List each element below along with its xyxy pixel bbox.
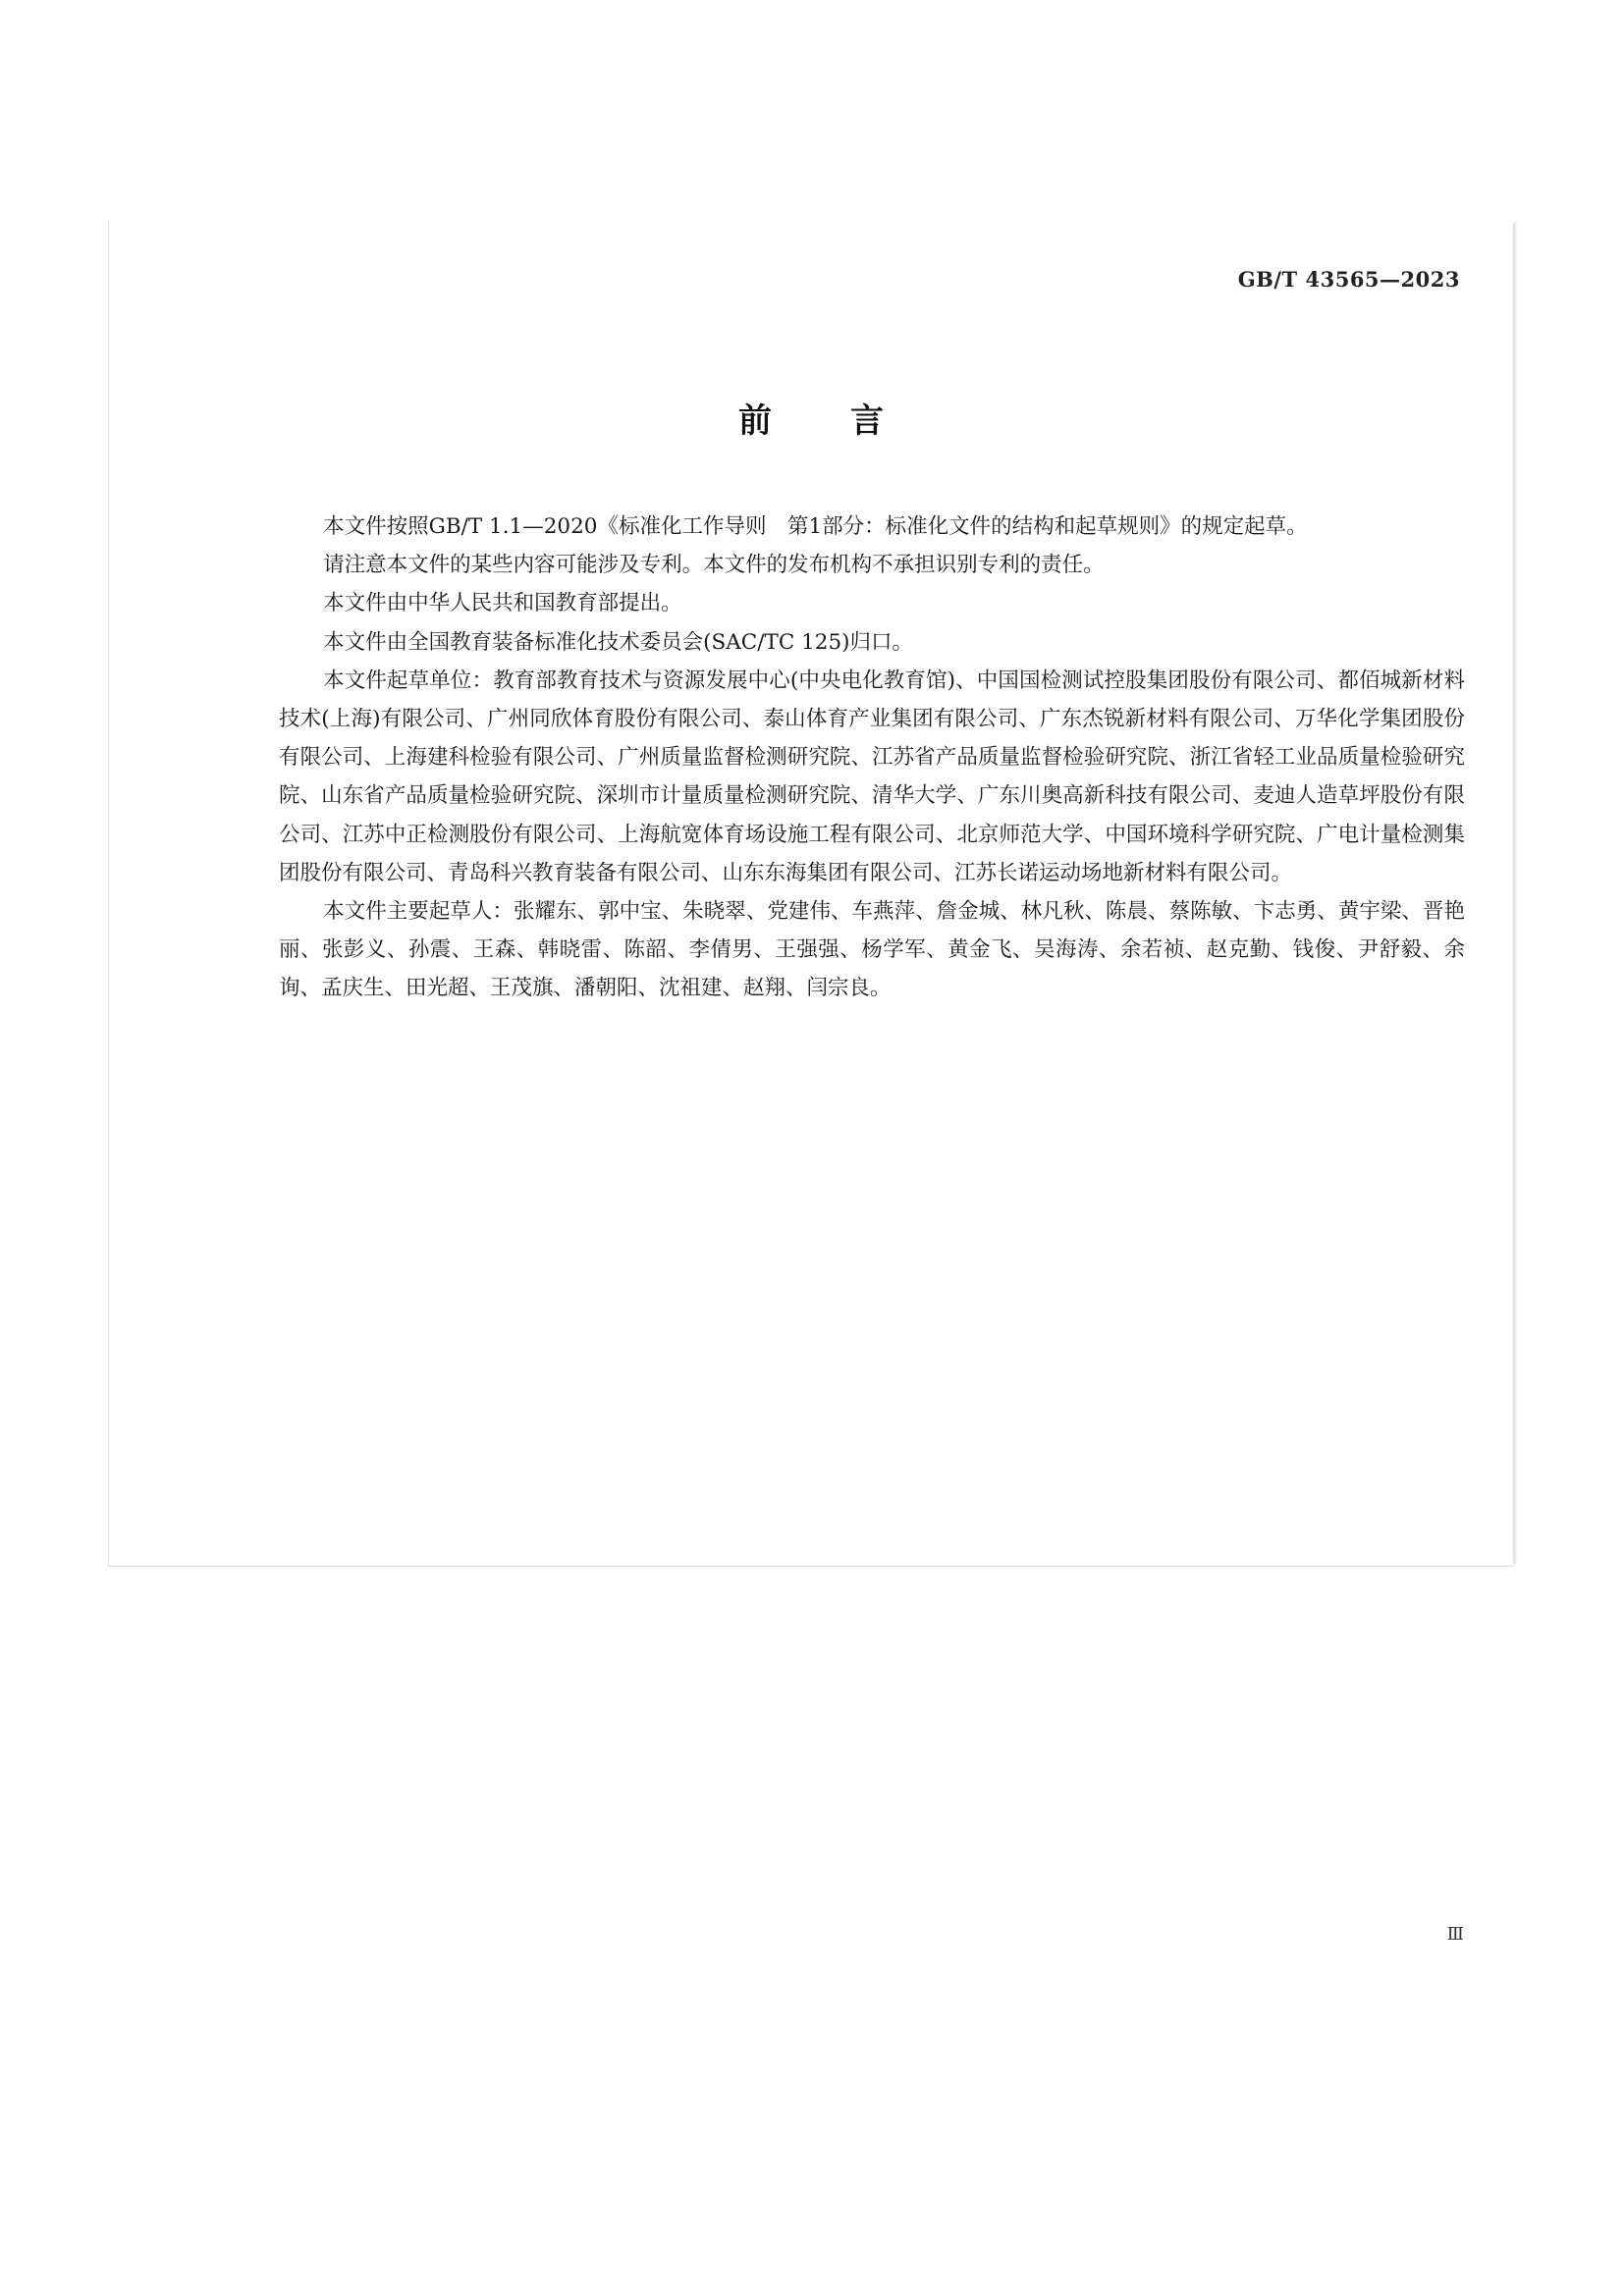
page-number: Ⅲ [1446,1924,1464,1945]
page-title: 前言 [738,401,962,441]
paragraph-drafting-units: 本文件起草单位：教育部教育技术与资源发展中心(中央电化教育馆)、中国国检测试控股集团股份有限公司、都佰城新材料技术(上海)有限公司、广州同欣体育股份有限公司、泰山体育产业集团有限公司、广东杰锐新材料有限公司、万华化学集团股份有限公司、上海建科检验有限公司、广州质量监督检测研究院、江苏省产品质量监督检验研究院、浙江省轻工业品质量检验研究院、山东省产品质量检验研究院、深圳市计量质量检测研究院、清华大学、广东川奥高新科技有限公司、麦迪人造草坪股份有限公司、江苏中正检测股份有限公司、上海航宽体育场设施工程有限公司、北京师范大学、中国环境科学研究院、广电计量检测集团股份有限公司、青岛科兴教育装备有限公司、山东东海集团有限公司、江苏长诺运动场地新材料有限公司。 [279,667,1465,885]
paragraph-proposer: 本文件由中华人民共和国教育部提出。 [323,591,682,616]
foreword-body [279,507,1465,1008]
standard-code: GB/T 43565—2023 [1237,267,1460,292]
document-page [108,221,1513,1945]
paragraph-committee: 本文件由全国教育装备标准化技术委员会(SAC/TC 125)归口。 [323,629,914,655]
paragraph-patent-notice: 请注意本文件的某些内容可能涉及专利。本文件的发布机构不承担识别专利的责任。 [323,553,1105,578]
paragraph-drafting-rules: 本文件按照GB/T 1.1—2020《标准化工作导则 第1部分：标准化文件的结构和起草规则》的规定起草。 [323,514,1308,539]
paragraph-drafters: 本文件主要起草人：张耀东、郭中宝、朱晓翠、党建伟、车燕萍、詹金城、林凡秋、陈晨、蔡陈敏、卞志勇、黄宇梁、晋艳丽、张彭义、孙震、王森、韩晓雷、陈韶、李倩男、王强强、杨学军、黄金飞、吴海涛、余若祯、赵克勤、钱俊、尹舒毅、余询、孟庆生、田光超、王茂旗、潘朝阳、沈祖建、赵翔、闫宗良。 [279,899,1465,1001]
